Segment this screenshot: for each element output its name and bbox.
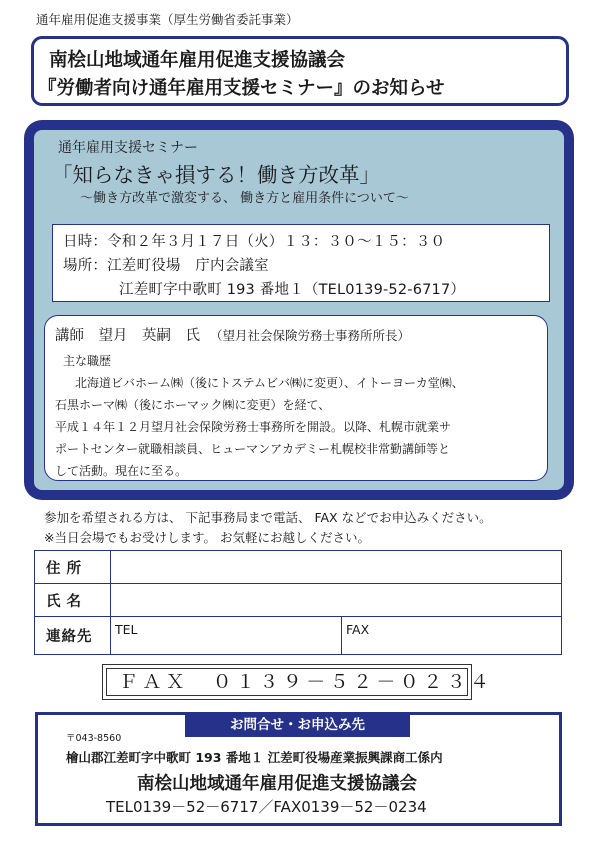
fax-number-banner bbox=[102, 664, 494, 700]
program-note: 通年雇用促進支援事業（厚生労働省委託事業） bbox=[36, 12, 299, 27]
lecturer-heading bbox=[55, 324, 410, 345]
lecturer-box bbox=[44, 315, 548, 481]
contact-address: 檜山郡江差町字中歌町 193 番地１ 江差町役場産業振興課商工係内 bbox=[66, 750, 443, 765]
datetime: 日時：令和２年３月１７日（火）１３：３０～１５：３０ bbox=[63, 234, 446, 250]
career-line: 平成１４年１２月望月社会保険労務士事務所を開設。以降、札幌市就業サ bbox=[55, 420, 452, 434]
apply-note: ※当日会場でもお受けします。 お気軽にお越しください。 bbox=[44, 530, 370, 545]
name-field[interactable] bbox=[111, 584, 562, 617]
contact-tel-fax: TEL0139－52－6717／FAX0139－52－0234 bbox=[106, 798, 427, 816]
fax-field[interactable] bbox=[342, 617, 562, 655]
fax-field-label: FAX bbox=[346, 622, 370, 637]
name-label: 氏名 bbox=[35, 584, 111, 617]
contact-tag: お問合せ・お申込み先 bbox=[185, 713, 410, 737]
contact-label: 連絡先 bbox=[35, 617, 111, 655]
seminar-title: 「知らなきゃ損する！働き方改革」 bbox=[52, 163, 380, 187]
application-form bbox=[34, 550, 562, 655]
fax-number: ＦＡＸ ０１３９－５２－０２３４ bbox=[106, 668, 468, 696]
lecturer-affiliation: （望月社会保険労務士事務所所長） bbox=[210, 328, 411, 343]
lecturer-name: 講師 望月 英嗣 氏 bbox=[55, 328, 200, 344]
tel-field[interactable] bbox=[111, 617, 342, 655]
address-field[interactable] bbox=[111, 551, 562, 584]
venue-address: 江差町字中歌町 193 番地１（TEL0139-52-6717） bbox=[119, 282, 466, 298]
contact-organization: 南桧山地域通年雇用促進支援協議会 bbox=[137, 774, 417, 794]
career-line: して活動。現在に至る。 bbox=[55, 464, 188, 478]
seminar-subtitle: ～働き方改革で激変する、 働き方と雇用条件について～ bbox=[80, 191, 409, 206]
venue: 場所：江差町役場 庁内会議室 bbox=[63, 258, 269, 274]
schedule-box bbox=[52, 224, 550, 302]
apply-instructions: 参加を希望される方は、 下記事務局まで電話、 FAX などでお申込みください。 bbox=[44, 510, 492, 525]
postal-code: 〒043-8560 bbox=[66, 733, 122, 744]
seminar-label: 通年雇用支援セミナー bbox=[58, 140, 198, 156]
career-line: 石黒ホーマ㈱（後にホーマック㈱に変更）を経て、 bbox=[55, 398, 331, 412]
title-line-2: 『労働者向け通年雇用支援セミナー』のお知らせ bbox=[38, 78, 445, 99]
career-line: 北海道ビバホーム㈱（後にトステムビバ㈱に変更）、イトーヨーカ堂㈱、 bbox=[75, 376, 464, 390]
career-line: ポートセンター就職相談員、ヒューマンアカデミー札幌校非常勤講師等と bbox=[55, 442, 451, 456]
address-label: 住所 bbox=[35, 551, 111, 584]
title-line-1: 南桧山地域通年雇用促進支援協議会 bbox=[49, 50, 346, 71]
career-heading: 主な職歴 bbox=[63, 354, 112, 368]
title-box bbox=[31, 36, 569, 106]
tel-field-label: TEL bbox=[115, 622, 138, 637]
